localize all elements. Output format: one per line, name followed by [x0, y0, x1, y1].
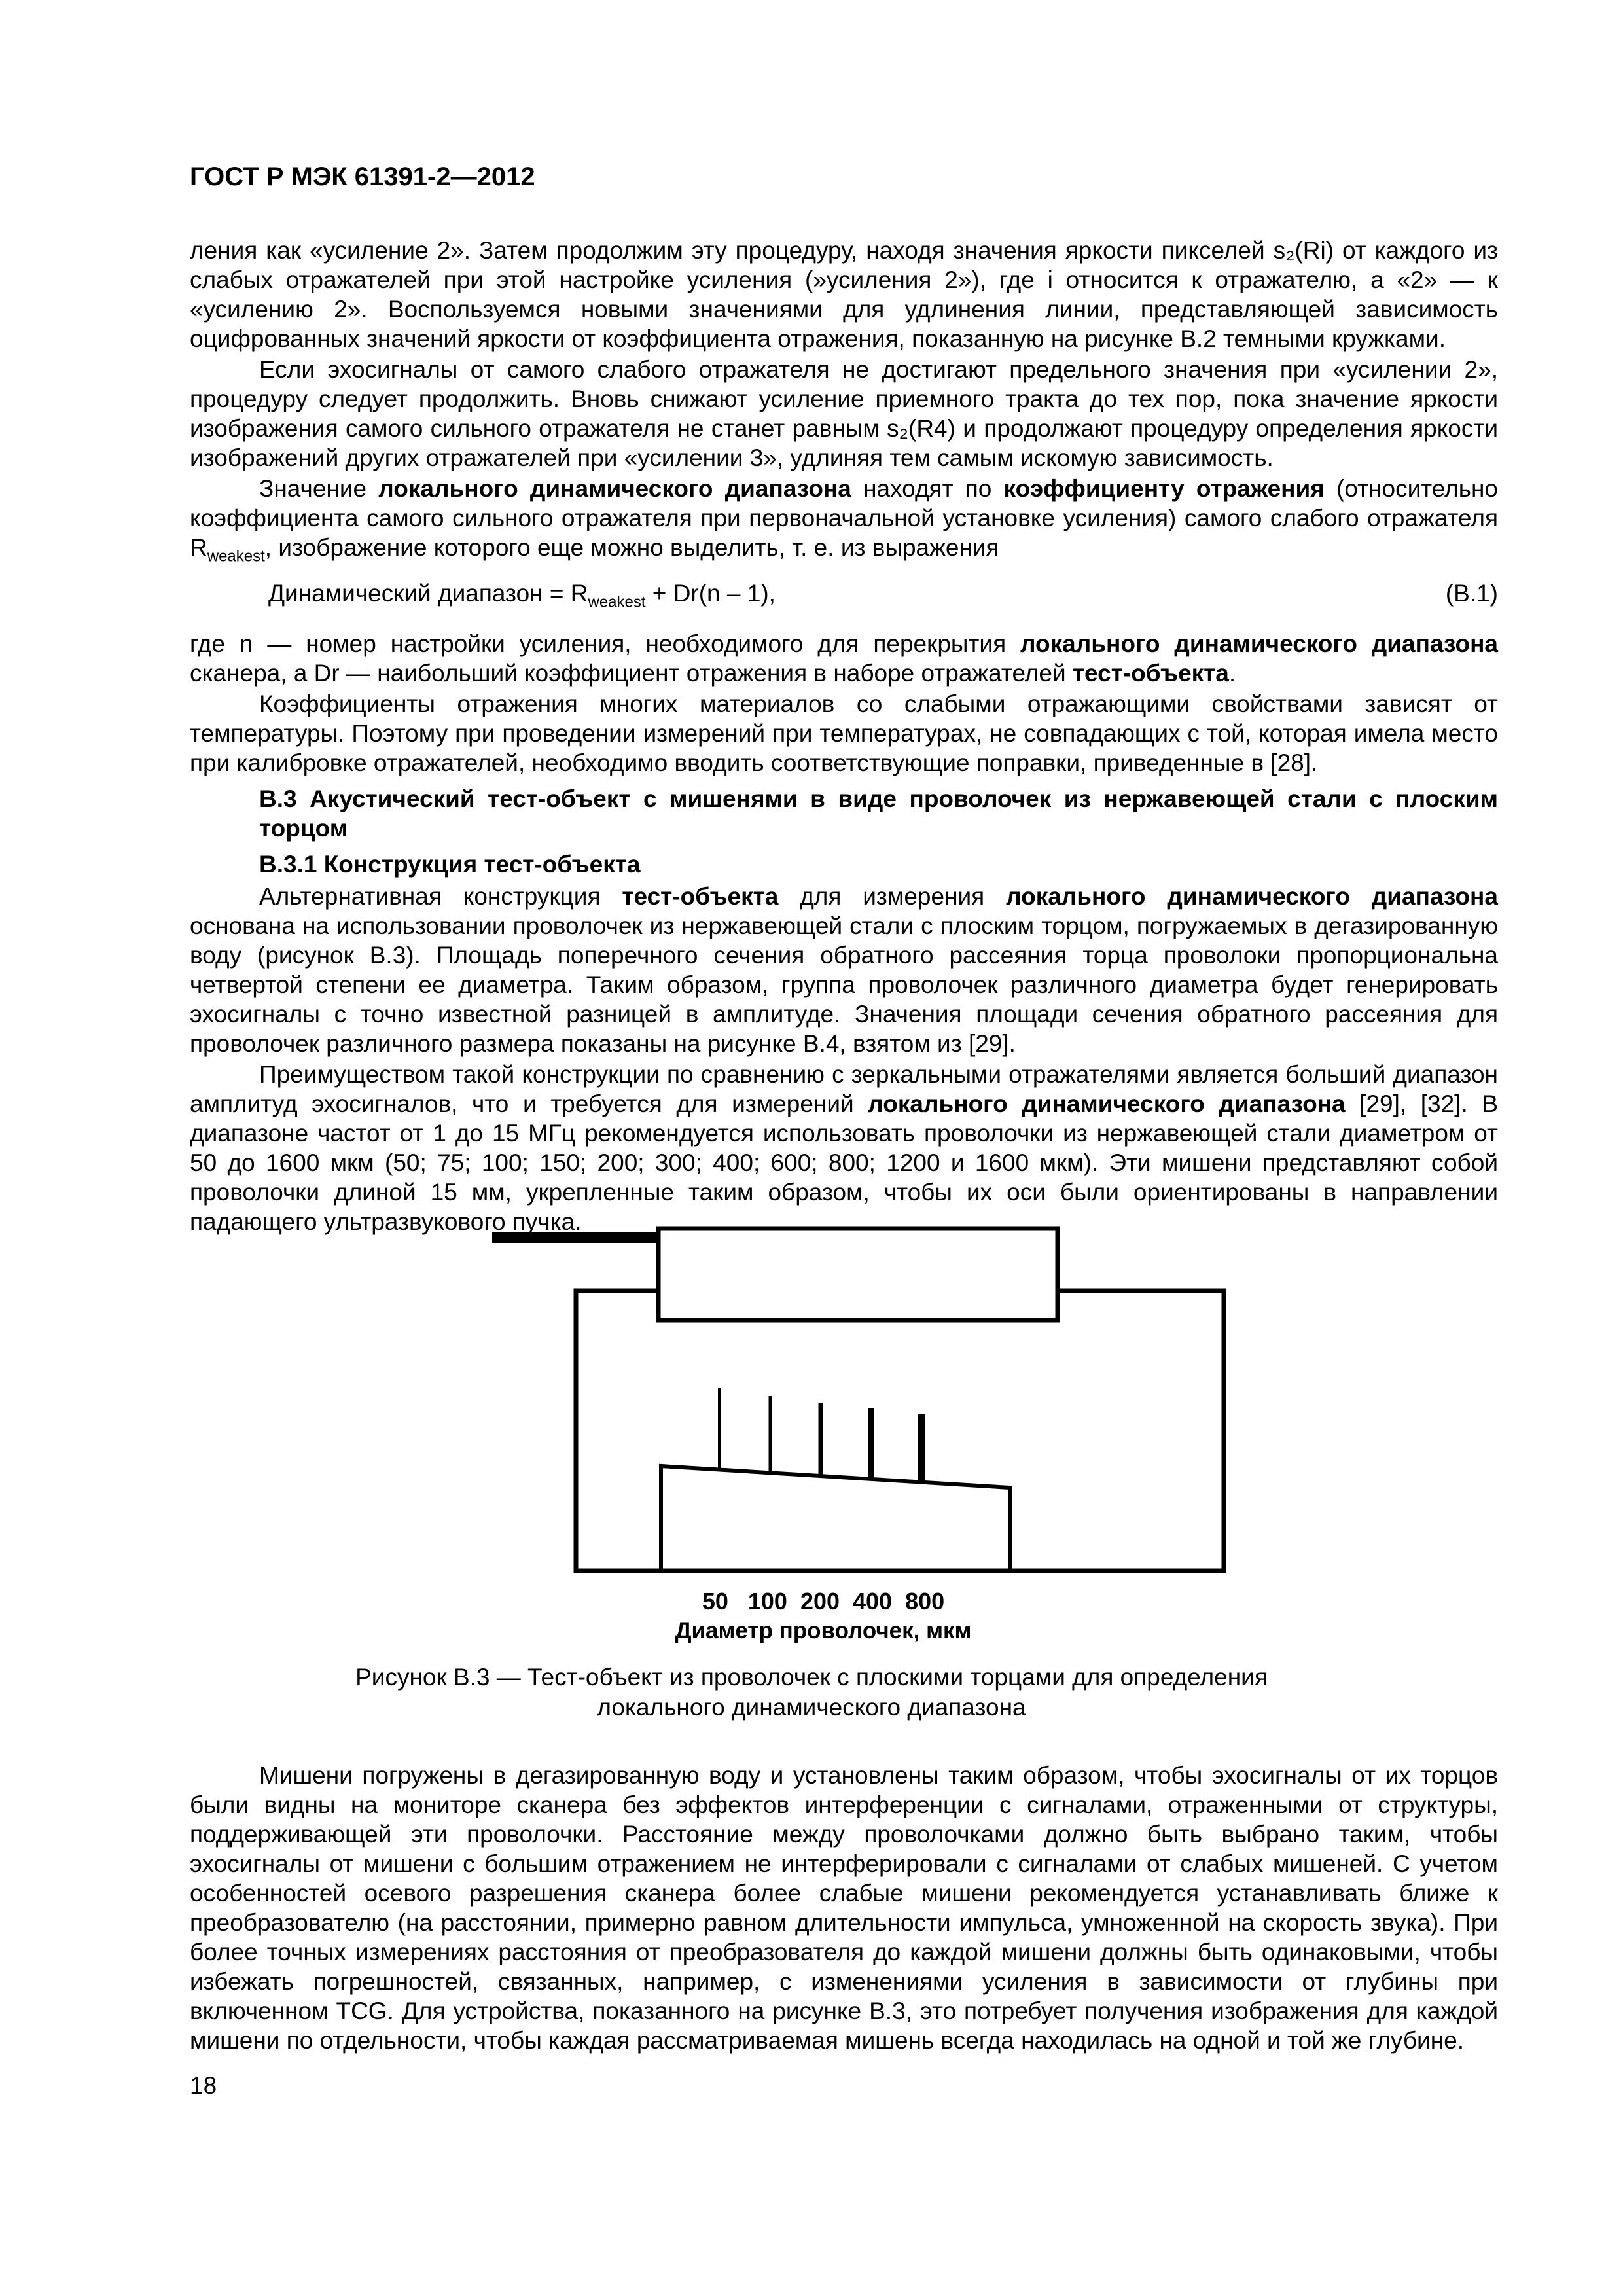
section-heading-b3: В.3 Акустический тест-объект с мишенями в виде проволочек из нержавеющей стали с плоским торцом [259, 785, 1498, 842]
wire-holder-block [661, 1466, 1010, 1571]
water-tank [576, 1291, 1224, 1571]
equation-number: (В.1) [1445, 580, 1498, 607]
wire-diameter-labels: 50 100 200 400 800 [702, 1588, 945, 1615]
section-heading-b3-1: В.3.1 Конструкция тест-объекта [259, 850, 641, 878]
paragraph-2: Если эхосигналы от самого слабого отражателя не достигают предельного значения при «усилении 2», процедуру следует продолжить. Вновь снижают усиление приемного тракта до тех пор, пока значение яркости изображения самого сильного отражателя не станет равным s₂(R4) и продолжают процедуру определения яркости изображений других отражателей при «усилении 3», удлиняя тем самым искомую зависимость. [190, 356, 1498, 471]
figure-caption: Рисунок В.3 — Тест-объект из проволочек с плоскими торцами для определения локального динамического диапазона [355, 1664, 1268, 1721]
paragraph-8: Мишени погружены в дегазированную воду и установлены таким образом, чтобы эхосигналы от их торцов были видны на мониторе сканера без эффектов интерференции с сигналами, отраженными от структуры, поддерживающей эти проволочки. Расстояние между проволочками должно быть выбрано таким, чтобы эхосигналы от мишени с большим отражением не интерферировали с сигналами от слабых мишеней. С учетом особенностей осевого разрешения сканера более слабые мишени рекомендуется устанавливать ближе к преобразователю (на расстоянии, примерно равном длительности импульса, умноженной на скорость звука). При более точных измерениях расстояния от преобразователя до каждой мишени должны быть одинаковыми, чтобы избежать погрешностей, связанных, например, с изменениями усиления в зависимости от глубины при включенном TCG. Для устройства, показанного на рисунке В.3, это потребует получения изображения для каждой мишени по отдельности, чтобы каждая рассматриваемая мишень всегда находилась на одной и той же глубине. [190, 1762, 1498, 2054]
paragraph-5: Коэффициенты отражения многих материалов со слабыми отражающими свойствами зависят от температуры. Поэтому при проведении измерений при температурах, не совпадающих с той, которая имела место при калибровке отражателей, необходимо вводить соответствующие поправки, приведенные в [28]. [190, 690, 1498, 776]
document-header: ГОСТ Р МЭК 61391-2—2012 [190, 162, 535, 191]
equation-b1: Динамический диапазон = $R_{weakest} + Dr(n - 1)$, (В.1) [190, 579, 1498, 617]
paragraph-4: где n — номер настройки усиления, необходимого для перекрытия локального динамического диапазона сканера, а Dr — наибольший коэффициент отражения в наборе отражателей тест-объекта. [190, 630, 1498, 687]
body-text-top [190, 236, 1498, 1238]
transducer-box [658, 1229, 1058, 1320]
paragraph-7: Преимуществом такой конструкции по сравнению с зеркальными отражателями является больший диапазон амплитуд эхосигналов, что и требуется для измерений локального динамического диапазона [29], [32]. В диапазоне частот от 1 до 15 МГц рекомендуется использовать проволочки из нержавеющей стали диаметром от 50 до 1600 мкм (50; 75; 100; 150; 200; 300; 400; 600; 800; 1200 и 1600 мкм). Эти мишени представляют собой проволочки длиной 15 мм, укрепленные таким образом, чтобы их оси были ориентированы в направлении падающего ультразвукового пучка. [190, 1060, 1498, 1235]
body-text-bottom [190, 1761, 1498, 2055]
paragraph-6: Альтернативная конструкция тест-объекта для измерения локального динамического диапазона основана на использовании проволочек из нержавеющей стали с плоским торцом, погружаемых в дегазированную воду (рисунок В.3). Площадь поперечного сечения обратного рассеяния торца проволоки пропорциональна четвертой степени ее диаметра. Таким образом, группа проволочек различного диаметра будет генерировать эхосигналы с точно известной разницей в амплитуде. Значения площади сечения обратного рассеяния для проволочек различного размера показаны на рисунке В.4, взятом из [29]. [190, 882, 1498, 1057]
page-number: 18 [190, 2072, 217, 2099]
paragraph-3: Значение локального динамического диапазона находят по коэффициенту отражения (относительно коэффициента самого сильного отражателя при первоначальной установке усиления) самого слабого отражателя $R_{weakest}$, изображение которого еще можно выделить, т. е. из выражения [190, 475, 1499, 565]
figure-axis-label: Диаметр проволочек, мкм [675, 1618, 972, 1643]
figure-b3-diagram [0, 1214, 1623, 1738]
paragraph-1: ления как «усиление 2». Затем продолжим эту процедуру, находя значения яркости пикселей s₂(Ri) от каждого из слабых отражателей при этой настройке усиления (»усиления 2»), где i относится к отражателю, а «2» — к «усилению 2». Воспользуемся новыми значениями для удлинения линии, представляющей зависимость оцифрованных значений яркости от коэффициента отражения, показанную на рисунке В.2 темными кружками. [190, 237, 1498, 352]
